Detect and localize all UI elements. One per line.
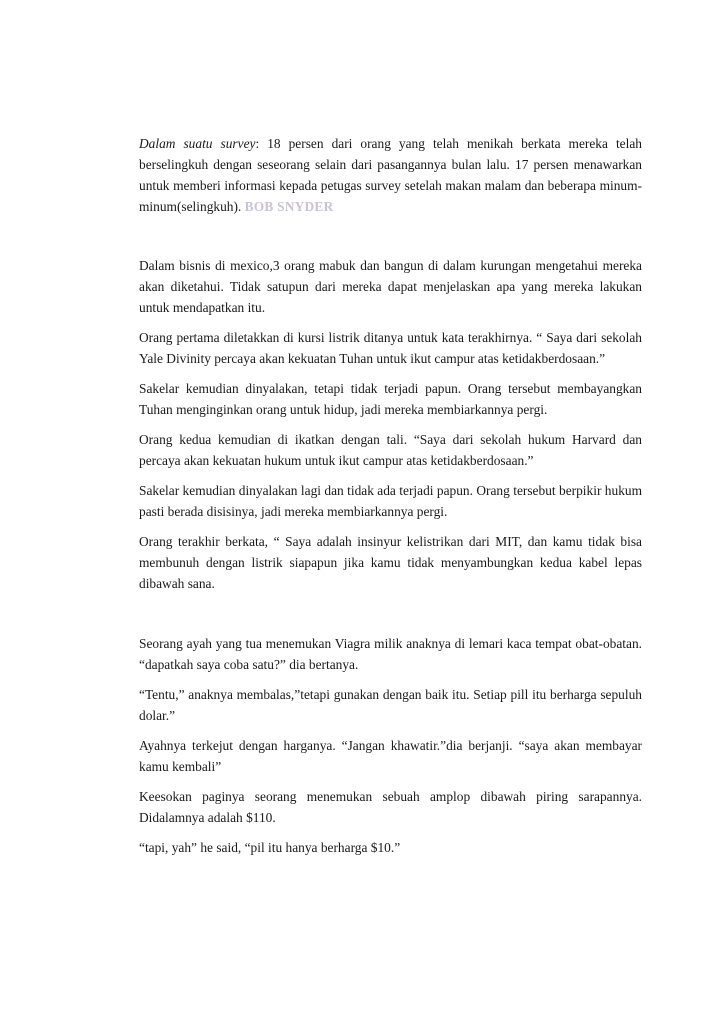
mexico-paragraph-2: Orang pertama diletakkan di kursi listrik ditanya untuk kata terakhirnya. “ Saya dari sekolah Yale Divinity percaya akan kekuatan Tuhan untuk ikut campur atas ketidakberdosaan.” (139, 330, 642, 366)
mexico-paragraph-3: Sakelar kemudian dinyalakan, tetapi tidak terjadi papun. Orang tersebut membayangkan Tuhan menginginkan orang untuk hidup, jadi mereka membiarkannya pergi. (139, 381, 642, 417)
mexico-paragraph-6: Orang terakhir berkata, “ Saya adalah insinyur kelistrikan dari MIT, dan kamu tidak bisa membunuh dengan listrik siapapun jika kamu tidak menyambungkan kedua kabel lepas dibawah sana. (139, 534, 642, 591)
viagra-paragraph-5: “tapi, yah” he said, “pil itu hanya berharga $10.” (139, 840, 401, 855)
mexico-paragraph-4: Orang kedua kemudian di ikatkan dengan tali. “Saya dari sekolah hukum Harvard dan percaya akan kekuatan hukum untuk ikut campur atas ketidakberdosaan.” (139, 432, 642, 468)
section-spacer (139, 226, 642, 255)
survey-intro: Dalam suatu survey (139, 136, 256, 151)
viagra-paragraph-1: Seorang ayah yang tua menemukan Viagra milik anaknya di lemari kaca tempat obat-obatan. “dapatkah saya coba satu?” dia bertanya. (139, 636, 642, 672)
mexico-paragraph-5: Sakelar kemudian dinyalakan lagi dan tidak ada terjadi papun. Orang tersebut berpikir hukum pasti berada disisinya, jadi mereka membiarkannya pergi. (139, 483, 642, 519)
viagra-paragraph-3: Ayahnya terkejut dengan harganya. “Jangan khawatir.”dia berjanji. “saya akan membayar kamu kembali” (139, 738, 642, 774)
author-credit: BOB SNYDER (244, 199, 334, 214)
document-body (139, 133, 642, 867)
survey-text: : 18 persen dari orang yang telah menikah berkata mereka telah berselingkuh dengan seseorang selain dari pasangannya bulan lalu. 17 persen menawarkan untuk memberi informasi kepada petugas survey setelah makan malam dan beberapa minum-minum(selingkuh). (139, 136, 642, 214)
survey-paragraph (139, 133, 642, 217)
viagra-paragraph-4: Keesokan paginya seorang menemukan sebuah amplop dibawah piring sarapannya. Didalamnya adalah $110. (139, 789, 642, 825)
section-spacer (139, 603, 642, 633)
viagra-paragraph-2: “Tentu,” anaknya membalas,”tetapi gunakan dengan baik itu. Setiap pill itu berharga sepuluh dolar.” (139, 687, 642, 723)
mexico-paragraph-1: Dalam bisnis di mexico,3 orang mabuk dan bangun di dalam kurungan mengetahui mereka akan diketahui. Tidak satupun dari mereka dapat menjelaskan apa yang mereka lakukan untuk mendapatkan itu. (139, 258, 642, 315)
